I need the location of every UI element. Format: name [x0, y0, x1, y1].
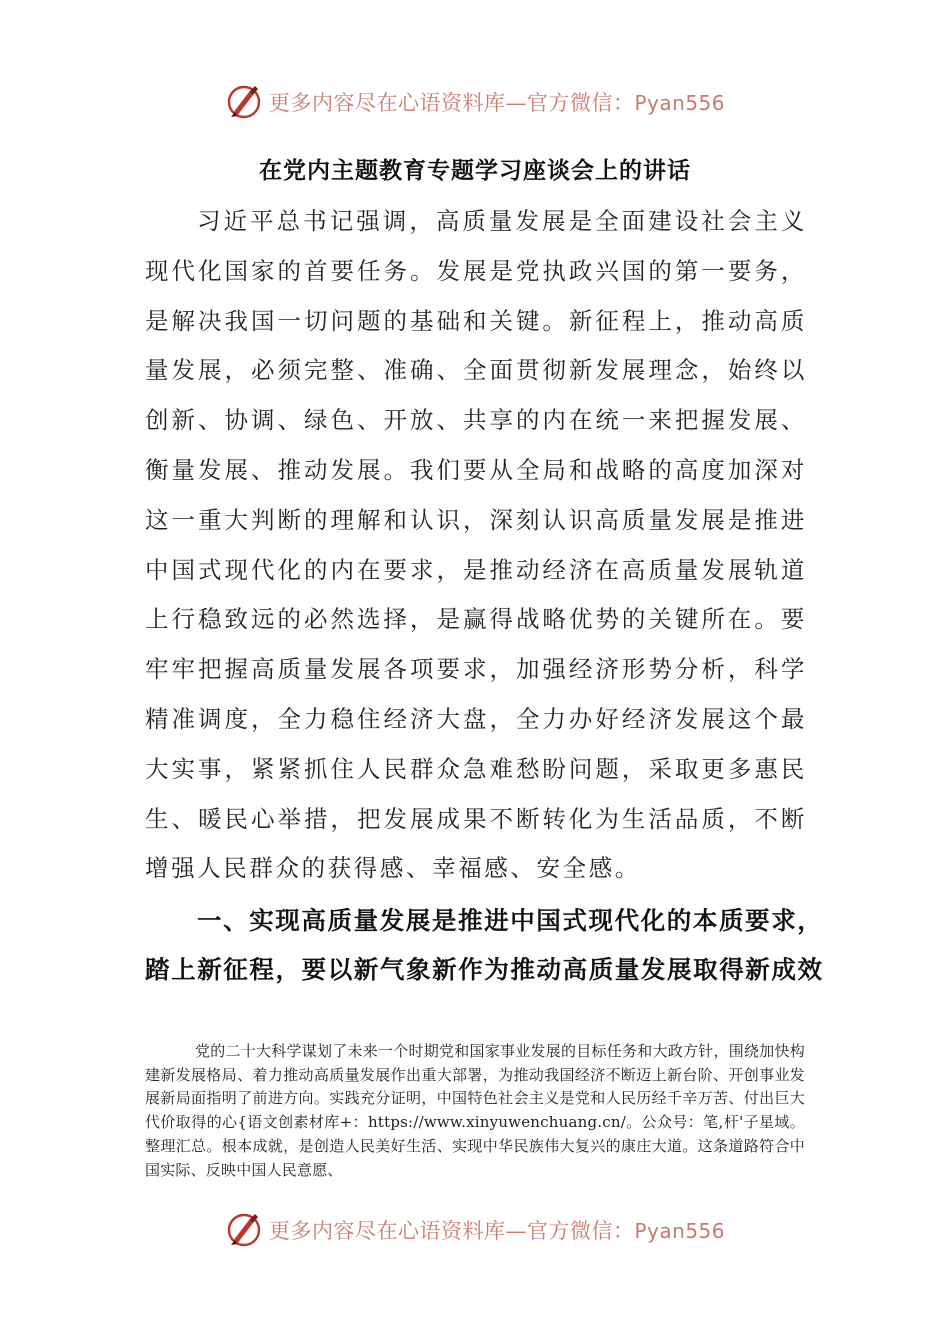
document-title: 在党内主题教育专题学习座谈会上的讲话: [259, 158, 691, 184]
pen-logo-icon: [225, 82, 265, 122]
intro-paragraph: 习近平总书记强调，高质量发展是全面建设社会主义现代化国家的首要任务。发展是党执政兴国的第一要务，是解决我国一切问题的基础和关键。新征程上，推动高质量发展，必须完整、准确、全面贯彻新发展理念，始终以创新、协调、绿色、开放、共享的内在统一来把握发展、衡量发展、推动发展。我们要从全局和战略的高度加深对这一重大判断的理解和认识，深刻认识高质量发展是推进中国式现代化的内在要求，是推动经济在高质量发展轨道上行稳致远的必然选择，是赢得战略优势的关键所在。要牢牢把握高质量发展各项要求，加强经济形势分析，科学精准调度，全力稳住经济大盘，全力办好经济发展这个最大实事，紧紧抓住人民群众急难愁盼问题，采取更多惠民生、暖民心举措，把发展成果不断转化为生活品质，不断增强人民群众的获得感、幸福感、安全感。: [145, 207, 807, 883]
section-1-paragraph: 党的二十大科学谋划了未来一个时期党和国家事业发展的目标任务和大政方针，围绕加快构建新发展格局、着力推动高质量发展作出重大部署，为推动我国经济不断迈上新台阶、开创事业发展新局面指明了前进方向。实践充分证明，中国特色社会主义是党和人民历经千辛万苦、付出巨大代价取得的心{语文创素材库+：https://www.xinyuwenchuang.cn/。公众号：笔,杆'子星域。整理汇总。根本成就，是创造人民美好生活、实现中华民族伟大复兴的康庄大道。这条道路符合中国实际、反映中国人民意愿、: [145, 1042, 805, 1179]
banner-wechat-id: Pyan556: [634, 91, 725, 115]
section-1-heading: 一、实现高质量发展是推进中国式现代化的本质要求，踏上新征程，要以新气象新作为推动高质量发展取得新成效: [145, 906, 824, 984]
pen-logo-icon: [225, 1210, 265, 1250]
banner-wechat-id: Pyan556: [634, 1219, 725, 1243]
banner-text: 更多内容尽在心语资料库—官方微信：: [268, 91, 635, 115]
header-watermark-banner: [0, 80, 950, 124]
footer-watermark-banner: [0, 1208, 950, 1252]
banner-text: 更多内容尽在心语资料库—官方微信：: [268, 1219, 635, 1243]
